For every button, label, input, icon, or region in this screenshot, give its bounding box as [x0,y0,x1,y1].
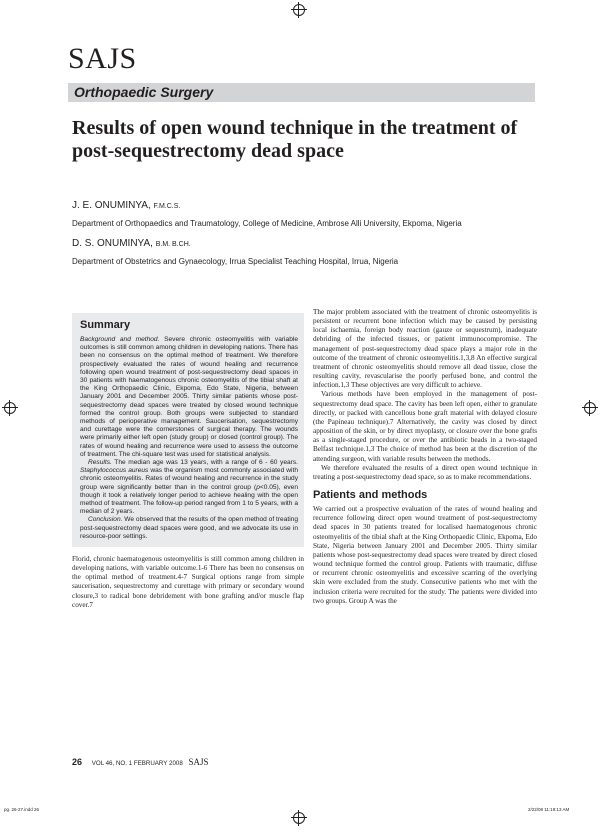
paragraph-3: We therefore evaluated the results of a direct open wound technique in treating a post-sequestrectomy dead space, so as to make recommendations. [313,463,537,481]
summary-background: Background and method. Severe chronic osteomyelitis with variable outcomes is still common among children in developing nations. There has been no consensus on the optimal method of treatment. We therefore prospectively evaluated the rates of wound healing and recurrence following open wound treatment of post-sequestrectomy dead spaces in 30 patients with haematogenous chronic osteomyelitis of the tibial shaft at the King Orthopaedic Clinic, Ekpoma, Edo State, Nigeria, between January 2001 and December 2005. Thirty similar patients whose post-sequestrectomy dead spaces were treated by closed wound technique formed the control group. Both groups were subjected to standard methods of perioperative management. Saucerisation, sequestrectomy and curettage were the cornerstones of surgical therapy. The wounds were primarily either left open (study group) or closed (control group). The rates of wound healing and recurrence were used to assess the outcome of treatment. The chi-square test was used for statistical analysis. [80,336,298,458]
summary-results: Results. The median age was 13 years, with a range of 6 - 60 years. Staphylococcus aureus was the organism most commonly associated with chronic osteomyelitis. Rates of wound healing and recurrence in the study group were significantly better than in the control group (p<0.05), even though it took a relatively longer period to achieve healing with the open method of treatment. The follow-up period ranged from 1 to 5 years, with a median of 2 years. [80,459,298,516]
author-2-degree: B.M. B.CH. [155,241,191,248]
slug-right: 2/22/08 11:19:13 AM [528,807,570,812]
author-2 [72,238,191,249]
author-1 [72,200,180,211]
paragraph-4: We carried out a prospective evaluation of the rates of wound healing and recurrence following direct open wound treatment of post-sequestrectomy dead spaces in 30 patients treated for localised haematogenous chronic osteomyelitis of the tibial shaft at the King Orthopaedic Clinic, Ekpoma, Edo State, Nigeria between January 2001 and December 2005. Thirty similar patients whose post-sequestrectomy dead spaces were treated by direct closed wound technique formed the control group. Patients with traumatic, diffuse or recurrent chronic osteomyelitis and excessive scarring of the overlying skin were excluded from the study. Consecutive patients who met with the inclusion criteria were recruited for the study. The patients were divided into two groups. Group A was the [313,505,537,605]
paragraph-1: The major problem associated with the treatment of chronic osteomyelitis is persistent or recurrent bone infection which may be caused by persisting local ischaemia, foreign body reaction (gauze or sequestrum), inadequate debriding of the infected tissues, or patient immunocompromise. The management of post-sequestrectomy dead space plays a major role in the outcome of the treatment of chronic osteomyelitis.1,3,8 An effective surgical treatment of chronic osteomyelitis should remove all dead tissue, close the resulting cavity, revascularise the poorly perfused bone, and control the infection.1,3 These objectives are very difficult to achieve. [313,308,537,390]
conclusion-label: Conclusion. [88,516,123,524]
intro-paragraph: Florid, chronic haematogenous osteomyelitis is still common among children in developing nations, with variable outcome.1-6 There has been no consensus on the optimal method of treatment.4-7 Surgical options range from simple saucerisation, sequestrectomy and curettage with primary or secondary wound closure,3 to radical bone debridement with bone grafting and/or muscle flap cover.7 [72,555,304,609]
journal-name: SAJS [68,42,137,75]
author-1-degree: F.M.C.S. [153,203,181,210]
author-2-affiliation: Department of Obstetrics and Gynaecology, Irrua Specialist Teaching Hospital, Irrua, Nigeria [72,257,399,266]
right-column [313,308,537,606]
section-label: Orthopaedic Surgery [74,84,214,100]
results-label: Results. [88,459,112,467]
summary-text [80,336,298,541]
background-label: Background and method. [80,336,160,343]
author-2-name: D. S. ONUMINYA, [72,238,153,249]
author-1-affiliation: Department of Orthopaedics and Traumatology, College of Medicine, Ambrose Alli University, Ekpoma, Nigeria [72,219,462,228]
patients-methods-heading: Patients and methods [313,488,428,501]
slug-left: pg. 26-27.indd 26 [4,807,40,812]
section-banner [68,83,535,102]
page-number: 26 [72,757,83,767]
footer-journal: SAJS [188,757,209,767]
summary-conclusion: Conclusion. We observed that the results of the open method of treating post-sequestrectomy dead spaces were good, and we advocate its use in resource-poor settings. [80,516,298,540]
author-1-name: J. E. ONUMINYA, [72,200,151,211]
summary-heading: Summary [80,319,131,331]
registration-mark-right [584,402,596,414]
registration-mark-left [4,402,16,414]
registration-mark-bottom [293,812,305,824]
issue-info: VOL 46, NO. 1 FEBRUARY 2008 [91,760,183,767]
summary-box [72,313,304,547]
paragraph-2: Various methods have been employed in the management of post-sequestrectomy dead space. The cavity has been left open, either to granulate directly, or packed with cancellous bone graft material with delayed closure (the Papineau technique).7 Alternatively, the cavity was closed by direct apposition of the skin, or by direct myoplasty, or closure over the bone grafts as a single-staged procedure, or over the antibiotic beads in a two-staged Belfast technique.1,3 The choice of method has been at the discretion of the attending surgeon, with variable results between the methods. [313,390,537,463]
article-title: Results of open wound technique in the treatment of post-sequestrectomy dead space [72,117,518,162]
page-footer [72,757,209,767]
registration-mark-top [293,4,305,16]
